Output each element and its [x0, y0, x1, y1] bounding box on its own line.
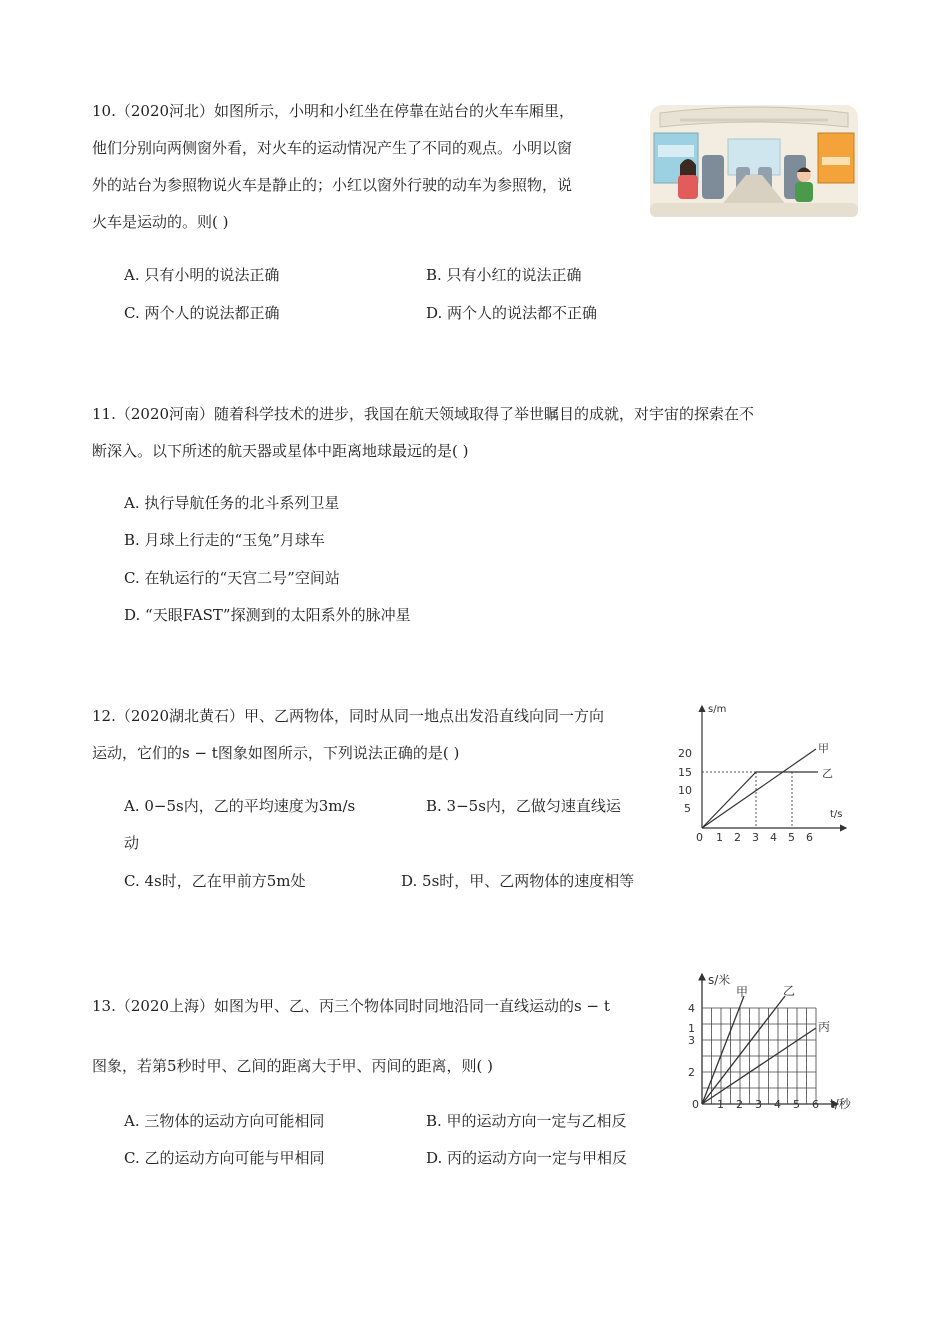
q10-option-a: A. 只有小明的说法正确	[124, 266, 280, 284]
q11-line-2: 断深入。以下所述的航天器或星体中距离地球最远的是( )	[92, 442, 469, 460]
q13-xtick-0: 0	[692, 1098, 699, 1111]
q12-st-graph	[672, 700, 850, 848]
q13-option-a: A. 三物体的运动方向可能相同	[124, 1112, 325, 1130]
q11-option-b: B. 月球上行走的“玉兔”月球车	[124, 531, 325, 549]
q12-x-axis-label: t/s	[830, 809, 843, 820]
question-12	[92, 698, 662, 772]
q12-line-2: 运动，它们的s − t图象如图所示，下列说法正确的是( )	[92, 744, 460, 762]
q13-ytick-3: 3	[688, 1034, 695, 1047]
q12-ytick-5: 5	[684, 802, 691, 815]
q13-y-axis-label: s/米	[708, 973, 731, 987]
q13-xtick-6: 6	[812, 1098, 819, 1111]
q12-xtick-4: 4	[770, 831, 777, 844]
q12-xtick-0: 0	[696, 831, 703, 844]
q13-x-axis-label: t/秒	[830, 1097, 851, 1111]
q12-xtick-2: 2	[734, 831, 741, 844]
q12-ytick-15: 15	[678, 766, 692, 779]
q12-line-1: 12.（2020湖北黄石）甲、乙两物体，同时从同一地点出发沿直线向同一方向	[92, 707, 605, 725]
q11-option-a: A. 执行导航任务的北斗系列卫星	[124, 494, 340, 512]
q12-option-d: D. 5s时，甲、乙两物体的速度相等	[401, 872, 635, 890]
train-carriage-illustration	[650, 105, 858, 217]
q12-xtick-6: 6	[806, 831, 813, 844]
q12-xtick-5: 5	[788, 831, 795, 844]
q13-ytick-2: 2	[688, 1066, 695, 1079]
q12-series-jia-line	[702, 749, 816, 828]
q10-line-4: 火车是运动的。则( )	[92, 213, 229, 231]
q10-option-c: C. 两个人的说法都正确	[124, 304, 280, 322]
q11-option-c: C. 在轨运行的“天宫二号”空间站	[124, 569, 340, 587]
q13-line-1: 13.（2020上海）如图为甲、乙、丙三个物体同时同地沿同一直线运动的s − t	[92, 997, 610, 1015]
q10-line-2: 他们分别向两侧窗外看，对火车的运动情况产生了不同的观点。小明以窗	[92, 139, 573, 157]
q12-option-b: B. 3−5s内，乙做匀速直线运	[426, 797, 621, 815]
question-10	[92, 93, 642, 241]
q13-option-c: C. 乙的运动方向可能与甲相同	[124, 1149, 325, 1167]
q13-ytick-1: 1	[688, 1022, 695, 1035]
q12-ytick-20: 20	[678, 747, 692, 760]
q12-legend-yi: 乙	[822, 767, 833, 780]
q13-xtick-2: 2	[736, 1098, 743, 1111]
q13-grid	[702, 1008, 816, 1104]
q13-legend-bing: 丙	[818, 1020, 831, 1034]
q10-option-b: B. 只有小红的说法正确	[426, 266, 582, 284]
q12-option-b-continued: 动	[124, 834, 140, 852]
q13-line-2: 图象，若第5秒时甲、乙间的距离大于甲、丙间的距离，则( )	[92, 1057, 494, 1075]
q13-legend-yi: 乙	[783, 984, 796, 998]
question-13	[92, 988, 662, 1085]
q13-xtick-1: 1	[717, 1098, 724, 1111]
q13-option-d: D. 丙的运动方向一定与甲相反	[426, 1149, 628, 1167]
q11-line-1: 11.（2020河南）随着科学技术的进步，我国在航天领域取得了举世瞩目的成就，对宇宙的探索在不	[92, 405, 755, 423]
q12-ytick-10: 10	[678, 784, 692, 797]
q13-xtick-4: 4	[774, 1098, 781, 1111]
q13-xtick-5: 5	[793, 1098, 800, 1111]
q12-y-axis-label: s/m	[708, 704, 727, 715]
q12-legend-jia: 甲	[818, 742, 829, 755]
q12-series-yi-line	[702, 772, 818, 828]
q13-ytick-4: 4	[688, 1002, 695, 1015]
q13-option-b: B. 甲的运动方向一定与乙相反	[426, 1112, 627, 1130]
q10-line-1: 10.（2020河北）如图所示，小明和小红坐在停靠在站台的火车车厢里，	[92, 102, 575, 120]
q13-legend-jia: 甲	[736, 985, 749, 999]
q11-option-d: D. “天眼FAST”探测到的太阳系外的脉冲星	[124, 606, 411, 624]
q12-xtick-3: 3	[752, 831, 759, 844]
q10-line-3: 外的站台为参照物说火车是静止的；小红以窗外行驶的动车为参照物，说	[92, 176, 573, 194]
q12-xtick-1: 1	[716, 831, 723, 844]
q10-option-d: D. 两个人的说法都不正确	[426, 304, 598, 322]
q12-option-c: C. 4s时，乙在甲前方5m处	[124, 872, 306, 890]
q12-option-a: A. 0−5s内，乙的平均速度为3m/s	[124, 797, 356, 815]
q13-xtick-3: 3	[755, 1098, 762, 1111]
question-11	[92, 396, 872, 470]
q13-st-graph	[682, 968, 862, 1116]
